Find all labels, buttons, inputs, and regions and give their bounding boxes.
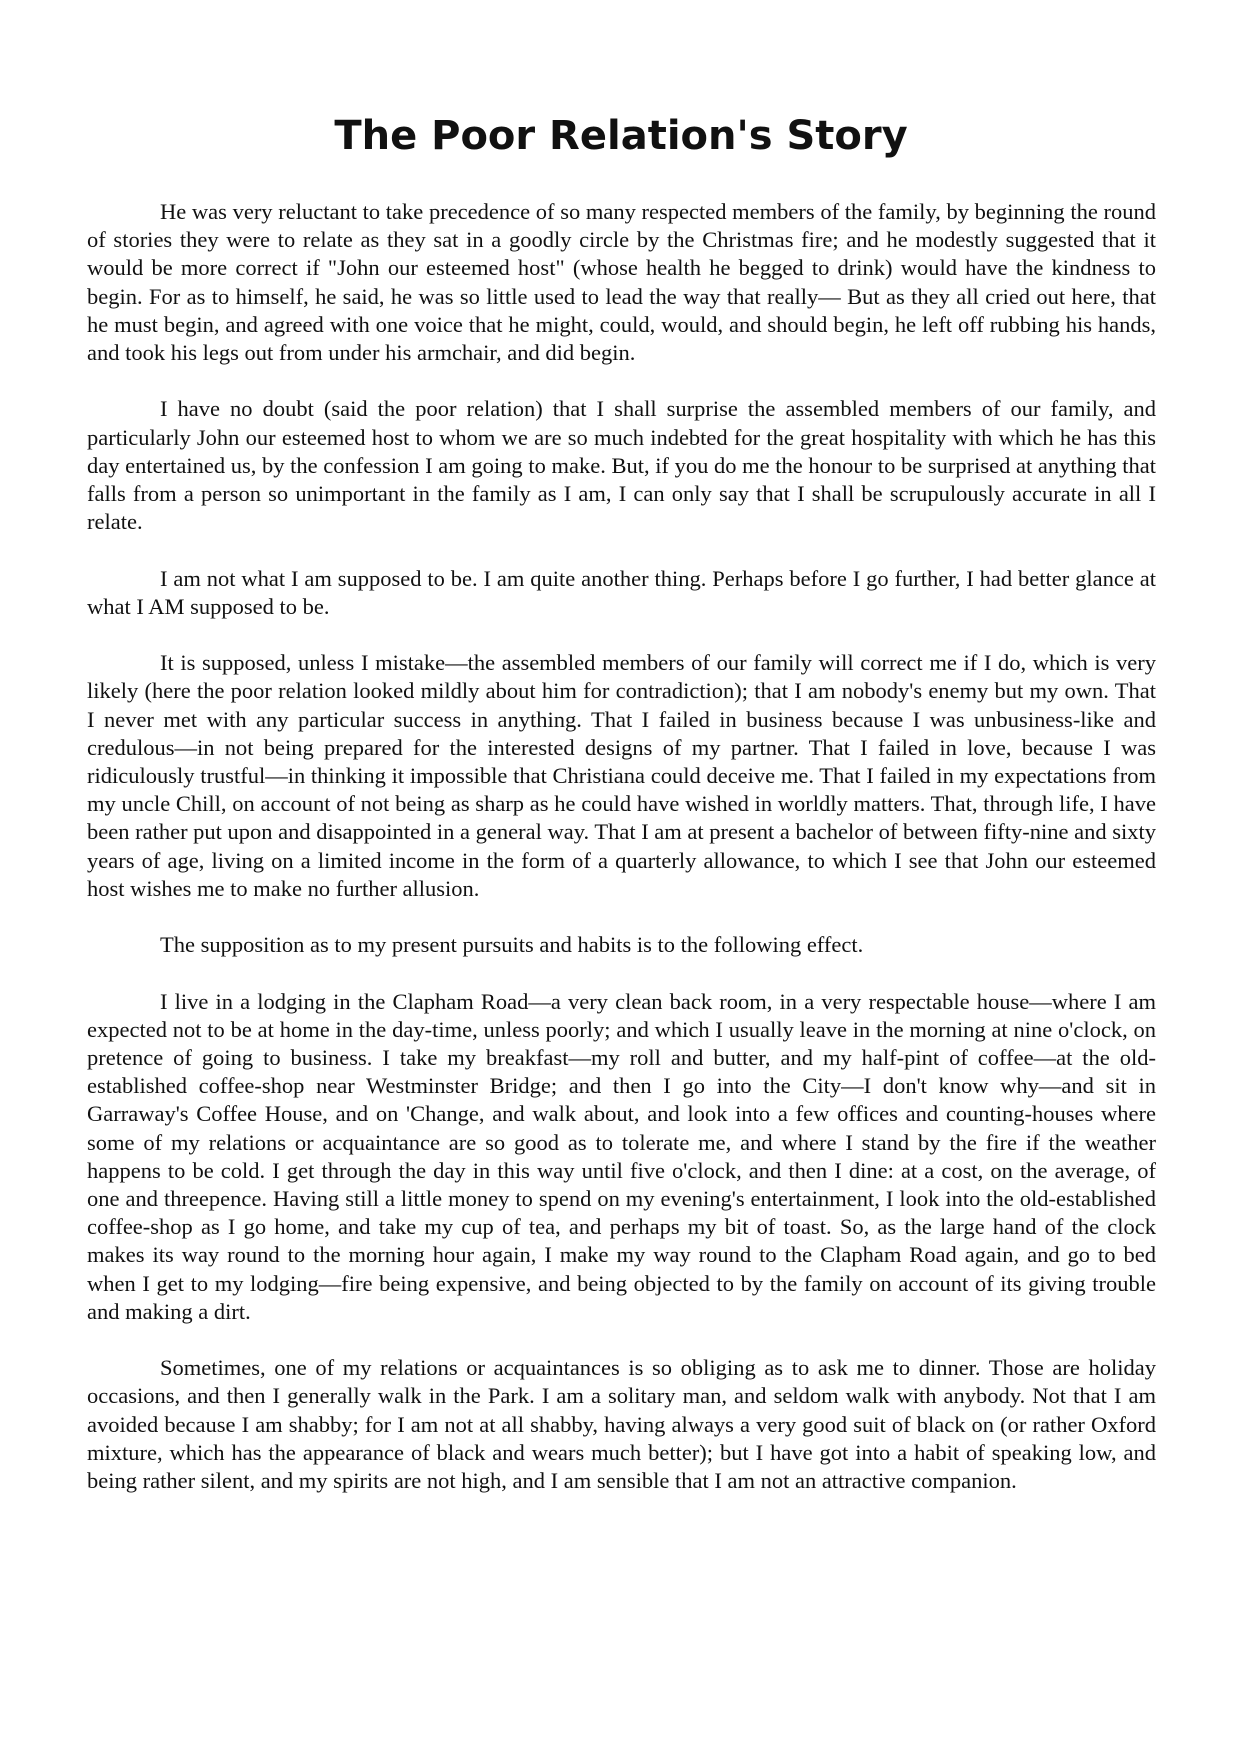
paragraph-6: I live in a lodging in the Clapham Road—a very clean back room, in a very respectable house—where I am expected not to be at home in the day-time, unless poorly; and which I usually leave in the morning at nine o'clock, on pretence of going to business. I take my breakfast—my roll and butter, and my half-pint of coffee—at the old-established coffee-shop near Westminster Bridge; and then I go into the City—I don't know why—and sit in Garraway's Coffee House, and on 'Change, and walk about, and look into a few offices and counting-houses where some of my relations or acquaintance are so good as to tolerate me, and where I stand by the fire if the weather happens to be cold. I get through the day in this way until five o'clock, and then I dine: at a cost, on the average, of one and threepence. Having still a little money to spend on my evening's entertainment, I look into the old-established coffee-shop as I go home, and take my cup of tea, and perhaps my bit of toast. So, as the large hand of the clock makes its way round to the morning hour again, I make my way round to the Clapham Road again, and go to bed when I get to my lodging—fire being expensive, and being objected to by the family on account of its giving trouble and making a dirt.	[87, 988, 1156, 1324]
paragraph-3: I am not what I am supposed to be. I am quite another thing. Perhaps before I go further, I had better glance at what I AM supposed to be.	[87, 565, 1156, 619]
paragraph-7: Sometimes, one of my relations or acquaintances is so obliging as to ask me to dinner. Those are holiday occasions, and then I generally walk in the Park. I am a solitary man, and seldom walk with anybody. Not that I am avoided because I am shabby; for I am not at all shabby, having always a very good suit of black on (or rather Oxford mixture, which has the appearance of black and wears much better); but I have got into a habit of speaking low, and being rather silent, and my spirits are not high, and I am sensible that I am not an attractive companion.	[87, 1355, 1156, 1494]
paragraph-2: I have no doubt (said the poor relation) that I shall surprise the assembled members of our family, and particularly John our esteemed host to whom we are so much indebted for the great hospitality with which he has this day entertained us, by the confession I am going to make. But, if you do me the honour to be surprised at anything that falls from a person so unimportant in the family as I am, I can only say that I shall be scrupulously accurate in all I relate.	[87, 396, 1156, 535]
paragraph-5: The supposition as to my present pursuits and habits is to the following effect.	[160, 932, 864, 958]
page-title: The Poor Relation's Story	[334, 113, 908, 159]
paragraph-4: It is supposed, unless I mistake—the assembled members of our family will correct me if I do, which is very likely (here the poor relation looked mildly about him for contradiction); that I am nobody's enemy but my own. That I never met with any particular success in anything. That I failed in business because I was unbusiness-like and credulous—in not being prepared for the interested designs of my partner. That I failed in love, because I was ridiculously trustful—in thinking it impossible that Christiana could deceive me. That I failed in my expectations from my uncle Chill, on account of not being as sharp as he could have wished in worldly matters. That, through life, I have been rather put upon and disappointed in a general way. That I am at present a bachelor of between fifty-nine and sixty years of age, living on a limited income in the form of a quarterly allowance, to which I see that John our esteemed host wishes me to make no further allusion.	[87, 650, 1156, 901]
paragraph-1: He was very reluctant to take precedence of so many respected members of the family, by beginning the round of stories they were to relate as they sat in a goodly circle by the Christmas fire; and he modestly suggested that it would be more correct if "John our esteemed host" (whose health he begged to drink) would have the kindness to begin. For as to himself, he said, he was so little used to lead the way that really— But as they all cried out here, that he must begin, and agreed with one voice that he might, could, would, and should begin, he left off rubbing his hands, and took his legs out from under his armchair, and did begin.	[87, 199, 1156, 366]
story-body	[87, 198, 1156, 1495]
